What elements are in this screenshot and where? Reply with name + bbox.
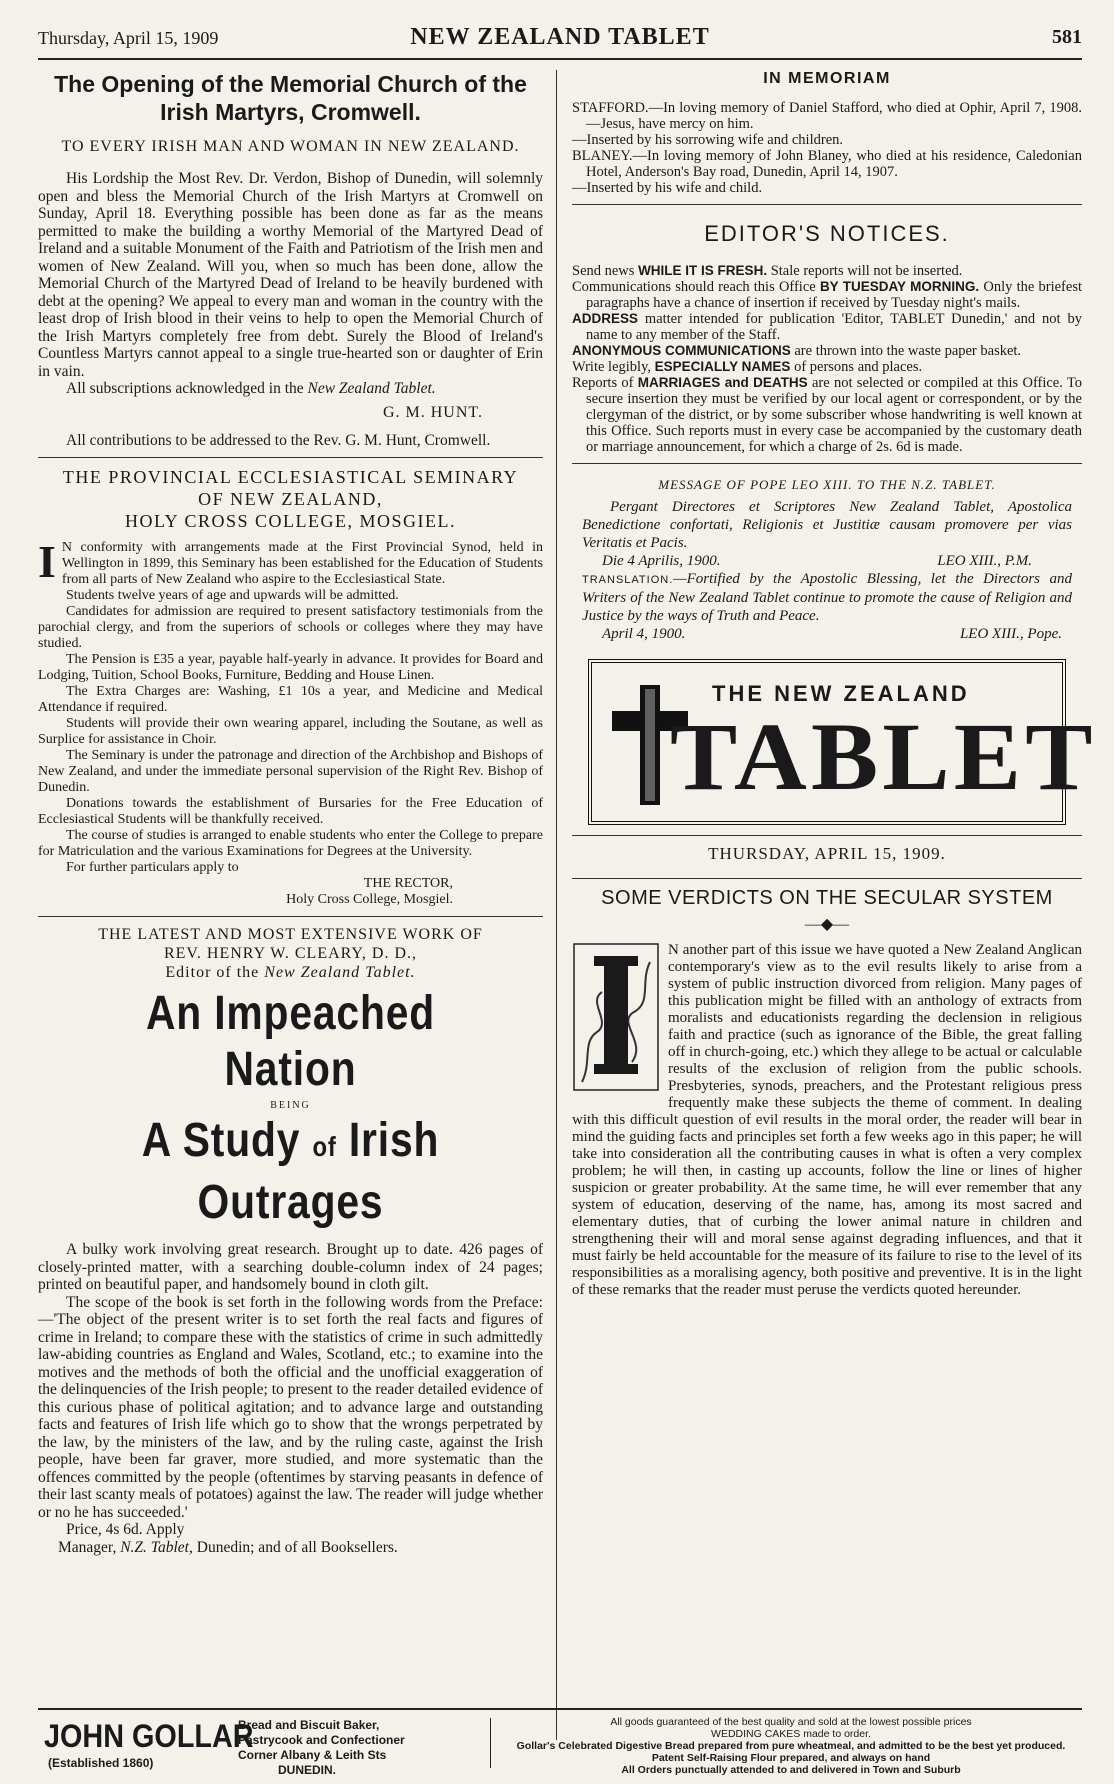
papal-latin-footer: Die 4 Aprilis, 1900. LEO XIII., P.M. [602, 553, 1032, 569]
seminary-para-10: For further particulars apply to [66, 860, 239, 875]
editorial-heading: SOME VERDICTS ON THE SECULAR SYSTEM [601, 887, 1053, 909]
in-memoriam [572, 70, 1082, 196]
book-para-2: The scope of the book is set forth in the following words from the Preface:—'The object of the present writer is to set forth the real facts and figures of crime in Ireland; to compare these with the statistics of crime in such admittedly law-abiding countries as England and Wales, Scotland, etc.; to examine into the motives and the methods of both the official and the unofficial exaggeration of the delinquencies of the Irish people; to present to the reader detailed evidence of this curious phase of political agitation; and to advance large and outstanding facts and features of Irish life which go to show that the wrongs perpetrated by the law, by the ministers of the law, and by the ruling caste, against the Irish people, have been far graver, more studied, and more systematic than the offences committed by the people (oftentimes by starving peasants in defence of their last scanty meals of potatoes) against the law. The reader will judge whether or no he has succeeded.' [38, 1293, 543, 1521]
divider [572, 835, 1082, 836]
divider [38, 457, 543, 458]
advertiser-established: (Established 1860) [48, 1756, 154, 1770]
memoriam-heading: IN MEMORIAM [763, 70, 891, 87]
editorial [572, 887, 1082, 1299]
memorial-title: The Opening of the Memorial Church of the Irish Martyrs, Cromwell. [54, 71, 527, 125]
editors-notices-heading: EDITOR'S NOTICES. [704, 221, 950, 246]
editorial-body: N another part of this issue we have quoted a New Zealand Anglican contemporary's view as to the evil results likely to arise from a system of public instruction divorced from religion. Many pages of this publication might be filled with an anthology of extracts from moralists and educationists regarding the declension in religious faith and practice (such as ignorance of the Bible, the great falling off in church-going, etc.) which they allege to be actual or calculable results of the exclusion of religion from the public schools. Presbyteries, synods, preachers, and the Protestant religious press frequently make these subjects the theme of comment. In dealing with this difficult question of evil results in the moral order, the reader will bear in mind the guiding facts and principles set forth a few weeks ago in this paper; he will take into consideration all the contributing causes in what is often a very complex problem; he will then, in casting up accounts, follow the line or lines of higher suspicion or greater probability. At the same time, he will ever remember that any system of education, deserving of the name, has, among its most sacred and elementary duties, that of curbing the lower animal nature in children and strengthening their will and moral sense against degrading influences, and that it must fairly be held accountable for the measure of its failure to rise to the level of its responsibilities as a moralising agency, both positive and preventive. It is in the light of these remarks that the reader must peruse the verdicts quoted hereunder. [572, 942, 1082, 1298]
column-divider [556, 70, 557, 1740]
seminary-para-8: Donations towards the establishment of Bursaries for the Free Education of Ecclesiastical Students will be thankfully received. [38, 796, 543, 827]
memoriam-entry-2: BLANEY.—In loving memory of John Blaney, who died at his residence, Caledonian Hotel, Anderson's Bay road, Dunedin, April 14, 1907. [572, 148, 1082, 180]
memorial-subtitle: TO EVERY IRISH MAN AND WOMAN IN NEW ZEALAND. [61, 138, 520, 155]
memorial-contributions: All contributions to be addressed to the Rev. G. M. Hunt, Cromwell. [66, 431, 491, 449]
seminary-notice [38, 466, 543, 908]
book-manager: Manager, N.Z. Tablet, Dunedin; and of all Booksellers. [58, 1538, 398, 1556]
drop-cap: I [38, 536, 56, 587]
book-para-1: A bulky work involving great research. Brought up to date. 426 pages of closely-printed matter, with a searching double-column index of 24 pages; printed on beautiful paper, and handsomely bound in cloth gilt. [38, 1241, 543, 1293]
left-column [38, 70, 543, 1556]
notice-5: Write legibly, ESPECIALLY NAMES of persons and places. [572, 359, 923, 375]
seminary-para-9: The course of studies is arranged to enable students who enter the College to prepare for Matriculation and the various Examinations for Degrees at the University. [38, 828, 543, 859]
ornate-initial-icon [572, 942, 660, 1092]
advertiser-name: JOHN GOLLAR [44, 1718, 254, 1754]
footer-divider [490, 1718, 491, 1768]
book-advertisement [38, 925, 543, 1556]
memoriam-entry-1: STAFFORD.—In loving memory of Daniel Stafford, who died at Ophir, April 7, 1908.—Jesus, have mercy on him. [572, 100, 1082, 132]
being-label: BEING [270, 1100, 311, 1111]
advertiser-details: All goods guaranteed of the best quality and sold at the lowest possible prices WEDDING CAKES made to order. Gollar's Celebrated Digestive Bread prepared from pure wheatmeal, and admitted to be the best yet produced. Patent Self-Raising Flour prepared, and always on hand All Orders punctually attended to and delivered in Town and Suburb [516, 1716, 1066, 1776]
seminary-para-2: Students twelve years of age and upwards will be admitted. [66, 588, 399, 603]
papal-heading: MESSAGE OF POPE LEO XIII. TO THE N.Z. TABLET. [658, 477, 996, 492]
memoriam-note-2: —Inserted by his wife and child. [572, 180, 763, 196]
papal-latin: Pergant Directores et Scriptores New Zealand Tablet, Apostolica Benedictione confortati, Religionis et Justitiæ causam promovere per vias Veritatis et Pacis. [582, 499, 1072, 551]
notice-3: ADDRESS matter intended for publication 'Editor, TABLET Dunedin,' and not by name to any member of the Staff. [572, 311, 1082, 343]
divider [572, 463, 1082, 464]
right-column [572, 70, 1097, 1299]
memorial-body: His Lordship the Most Rev. Dr. Verdon, Bishop of Dunedin, will solemnly open and bless the Memorial Church of the Irish Martyrs at Cromwell on Sunday, April 18. Everything possible has been done as far as the means permitted to make the building a worthy Memorial of the Martyred Dead of Ireland and a suitable Monument of the Faith and Patriotism of the Irish men and women of New Zealand. Will you, when so much has been done, allow the Memorial Church of the Martyred Dead of Ireland to be heavily burdened with debt at the opening? We appeal to every man and woman in the country with the least drop of Irish blood in their veins to help to open the Memorial Church of the Irish Martyrs completely free from debt. Surely the Blood of Ireland's Countless Martyrs cannot appeal to a single true-hearted son or daughter of Erin in vain. [38, 170, 543, 380]
logo-top-text: THE NEW ZEALAND [712, 681, 970, 706]
seminary-para-5: The Extra Charges are: Washing, £1 10s a year, and Medicine and Medical Attendance if required. [38, 684, 543, 715]
seminary-para-4: The Pension is £35 a year, payable half-yearly in advance. It provides for Board and Lodging, Tuition, School Books, Furniture, Bedding and House Linen. [38, 652, 543, 683]
memorial-signature: G. M. HUNT. [382, 403, 483, 421]
seminary-para-7: The Seminary is under the patronage and direction of the Archbishop and Bishops of New Zealand, and under the immediate personal supervision of the Right Rev. Bishop of Dunedin. [38, 748, 543, 795]
logo-main-text: TABLET [670, 703, 1097, 810]
papal-translation: TRANSLATION.—Fortified by the Apostolic Blessing, let the Directors and Writers of the New Zealand Tablet continue to promote the cause of Religion and Justice by the ways of Truth and Peace. [582, 571, 1072, 624]
memoriam-note-1: —Inserted by his sorrowing wife and children. [572, 132, 844, 148]
papal-translation-footer: April 4, 1900. LEO XIII., Pope. [602, 626, 1062, 642]
ornate-drop-cap [572, 942, 660, 1092]
seminary-signature: THE RECTOR, Holy Cross College, Mosgiel. [286, 876, 453, 907]
divider [572, 878, 1082, 879]
notice-4: ANONYMOUS COMMUNICATIONS are thrown into the waste paper basket. [572, 343, 1022, 359]
editors-notices [572, 221, 1082, 455]
masthead [38, 22, 1082, 60]
notice-2: Communications should reach this Office BY TUESDAY MORNING. Only the briefest paragraphs have a chance of insertion if received by Tuesday night's mails. [572, 279, 1082, 311]
book-price: Price, 4s 6d. Apply [66, 1521, 185, 1538]
memorial-church-notice [38, 70, 543, 449]
memorial-subscriptions: All subscriptions acknowledged in the New Zealand Tablet. [66, 380, 436, 397]
john-gollar-advertisement [38, 1708, 1082, 1777]
tablet-logo [588, 659, 1097, 825]
page-number: 581 [1052, 26, 1082, 48]
seminary-title: THE PROVINCIAL ECCLESIASTICAL SEMINARY OF NEW ZEALAND, HOLY CROSS COLLEGE, MOSGIEL. [62, 467, 519, 531]
book-subtitle: A Study of Irish Outrages [141, 1114, 440, 1229]
notice-6: Reports of MARRIAGES and DEATHS are not selected or compiled at this Office. To secure insertion they must be verified by our local agent or correspondent, or by the clergyman of the district, or by some subscriber whose handwriting is well known at this Office. Such reports must in every case be accompanied by the customary death or marriage announcement, for which a charge of 2s. 6d is made. [572, 375, 1082, 455]
seminary-para-1: I N conformity with arrangements made at the First Provincial Synod, held in Wellington in 1899, this Seminary has been established for the Education of Students from all parts of New Zealand who aspire to the Ecclesiastical State. [38, 536, 543, 587]
book-intro: THE LATEST AND MOST EXTENSIVE WORK OF REV. HENRY W. CLEARY, D. D., Editor of the New Zealand Tablet. [98, 926, 483, 981]
editorial-date: THURSDAY, APRIL 15, 1909. [708, 844, 946, 863]
issue-date: Thursday, April 15, 1909 [38, 28, 219, 48]
notice-1: Send news WHILE IT IS FRESH. Stale reports will not be inserted. [572, 263, 963, 279]
book-title: An Impeached Nation [145, 987, 436, 1096]
papal-message [572, 472, 1082, 643]
advertiser-trade: Bread and Biscuit Baker, Pastrycook and Confectioner Corner Albany & Leith Sts DUNEDIN. [238, 1718, 405, 1777]
ornament: —◆— [804, 916, 850, 933]
newspaper-title: NEW ZEALAND TABLET [410, 24, 710, 50]
divider [572, 204, 1082, 205]
divider [38, 916, 543, 917]
seminary-para-3: Candidates for admission are required to present satisfactory testimonials from the parochial clergy, and from the superiors of schools or colleges where they may have studied. [38, 604, 543, 651]
seminary-para-6: Students will provide their own wearing apparel, including the Soutane, as well as Surplice for assistance in Choir. [38, 716, 543, 747]
